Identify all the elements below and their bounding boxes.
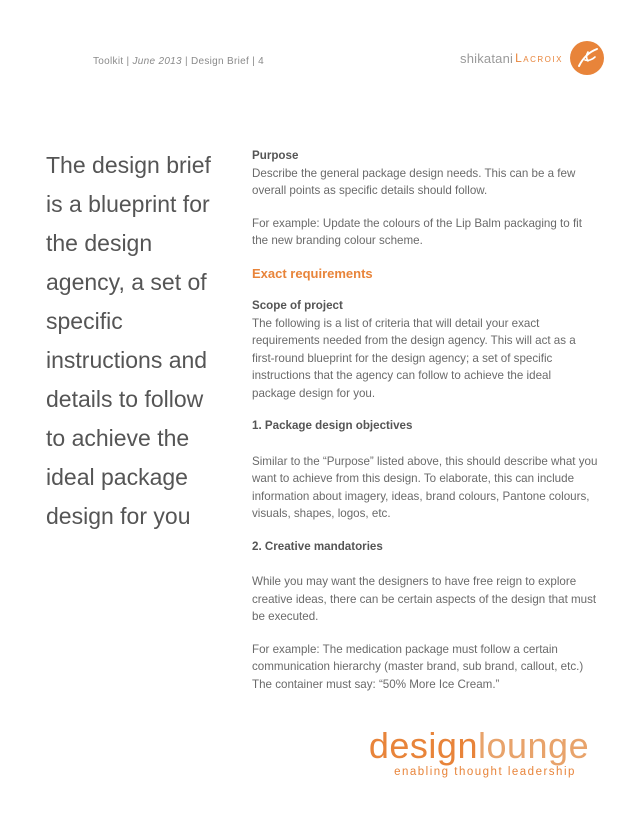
purpose-text: Describe the general package design needs. This can be a few overall points as specific details should follow. [252,166,576,197]
header-prefix: Toolkit | [93,56,133,67]
stylized-leaf-logo-icon [569,40,605,76]
mandatories-text: While you may want the designers to have free reign to explore creative ideas, there can be certain aspects of the design that must be executed. [252,575,597,623]
footer-tagline: enabling thought leadership [394,766,576,778]
scope-heading: Scope of project [252,299,343,312]
mandatories-heading: 2. Creative mandatories [252,539,383,553]
pull-quote-line: is a blueprint for [46,191,210,217]
pull-quote-line: instructions and [46,347,208,373]
header-date: June 2013 [132,56,182,67]
footer-logo-part2: lounge [477,725,590,766]
brand-name-part1: shikatani [460,50,514,66]
objectives-text: Similar to the “Purpose” listed above, this should describe what you want to achieve from this design. To elaborate, this can include information about imagery, ideas, brand colours, Pantone colours, visuals, shapes, logos, etc. [252,454,598,520]
pull-quote [46,146,246,536]
footer-logo-part1: design [368,725,478,766]
objectives-heading: 1. Package design objectives [252,419,413,432]
mandatories-example: For example: The medication package must follow a certain communication hierarchy (master brand, sub brand, callout, etc.) The container must say: “50% More Ice Cream.” [252,642,584,691]
purpose-heading: Purpose [252,149,299,162]
scope-text: The following is a list of criteria that will detail your exact requirements needed from the design agency. This will act as a first-round blueprint for the design agency; a set of specific instructions that the agency can follow to achieve the ideal package design for you. [252,316,576,400]
footer-logo [366,725,592,778]
pull-quote-line: design for you [46,503,191,529]
pull-quote-line: agency, a set of [46,269,207,295]
pull-quote-line: the design [46,230,153,256]
exact-requirements-heading: Exact requirements [252,265,373,281]
brand-name-part2: Lacroix [515,51,563,65]
pull-quote-line: specific [46,308,123,334]
pull-quote-line: ideal package [46,464,188,490]
purpose-example: For example: Update the colours of the Lip Balm packaging to fit the new branding colour scheme. [252,216,582,247]
footer-logo-wordmark [366,725,592,766]
header-suffix: | Design Brief | 4 [181,56,264,67]
brand-logo [460,38,605,78]
body-column [252,147,598,693]
page-header [93,56,264,67]
pull-quote-line: The design brief [46,152,211,178]
pull-quote-line: to achieve the [46,425,190,451]
pull-quote-line: details to follow [46,386,204,412]
